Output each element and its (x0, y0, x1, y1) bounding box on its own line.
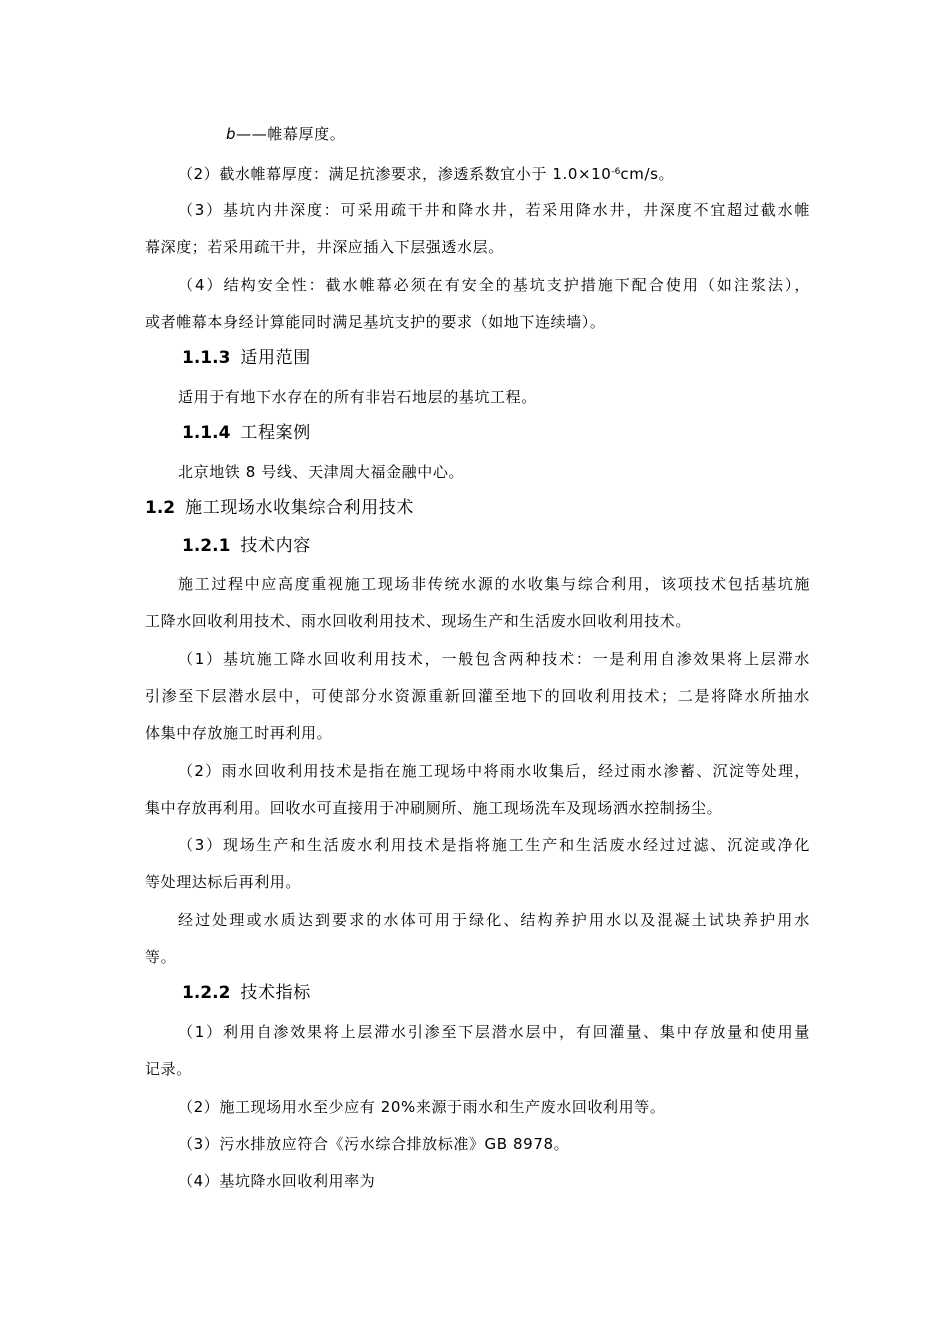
section-title: 适用范围 (240, 348, 311, 368)
paragraph-line: （1）利用自渗效果将上层滞水引渗至下层潜水层中，有回灌量、集中存放量和使用量 (178, 1023, 810, 1041)
paragraph-line: （3）污水排放应符合《污水综合排放标准》GB 8978。 (178, 1135, 570, 1153)
paragraph-line: 经过处理或水质达到要求的水体可用于绿化、结构养护用水以及混凝土试块养护用水 (178, 911, 810, 929)
variable-definition (226, 124, 891, 144)
paragraph-line: 施工过程中应高度重视施工现场非传统水源的水收集与综合利用，该项技术包括基坑施 (178, 575, 810, 593)
section-title: 技术内容 (240, 536, 311, 556)
paragraph-line: 工降水回收利用技术、雨水回收利用技术、现场生产和生活废水回收利用技术。 (145, 612, 692, 630)
section-title: 工程案例 (240, 423, 311, 443)
paragraph-line: 记录。 (145, 1060, 192, 1078)
section-number: 1.2.2 (182, 983, 231, 1003)
paragraph-line: （2）施工现场用水至少应有 20%来源于雨水和生产废水回收利用等。 (178, 1098, 666, 1116)
paragraph-line: （2）截水帷幕厚度：满足抗渗要求，渗透系数宜小于 $1.0\times 10^{-6}cm/s$。 (178, 165, 675, 183)
paragraph-line: （2）雨水回收利用技术是指在施工现场中将雨水收集后，经过雨水渗蓄、沉淀等处理， (178, 762, 810, 780)
paragraph-line: 或者帷幕本身经计算能同时满足基坑支护的要求（如地下连续墙）。 (145, 313, 606, 331)
variable-symbol: b (226, 125, 237, 143)
paragraph-line: 引渗至下层潜水层中，可使部分水资源重新回灌至地下的回收利用技术；二是将降水所抽水 (145, 687, 810, 705)
section-title: 技术指标 (240, 983, 311, 1003)
section-heading-1-1-3 (182, 347, 847, 369)
paragraph-line: 北京地铁 8 号线、天津周大福金融中心。 (178, 463, 465, 481)
paragraph-line: （3）基坑内井深度：可采用疏干井和降水井，若采用降水井，井深度不宜超过截水帷 (178, 201, 810, 219)
paragraph-line: （4）结构安全性：截水帷幕必须在有安全的基坑支护措施下配合使用（如注浆法）， (178, 276, 810, 294)
paragraph-line: （3）现场生产和生活废水利用技术是指将施工生产和生活废水经过过滤、沉淀或净化 (178, 836, 810, 854)
section-number: 1.1.4 (182, 423, 231, 443)
section-heading-1-2-2 (182, 982, 847, 1004)
paragraph-line: 幕深度；若采用疏干井，井深应插入下层强透水层。 (145, 238, 504, 256)
section-heading-1-2-1 (182, 535, 847, 557)
paragraph-line: （1）基坑施工降水回收利用技术，一般包含两种技术：一是利用自渗效果将上层滞水 (178, 650, 810, 668)
section-number: 1.2 (145, 498, 176, 518)
section-heading-1-2 (145, 497, 810, 519)
exponent: -6 (611, 167, 621, 177)
paragraph-line: 等处理达标后再利用。 (145, 873, 302, 891)
paragraph-line: 体集中存放施工时再利用。 (145, 724, 333, 742)
section-heading-1-1-4 (182, 422, 847, 444)
paragraph-line: 集中存放再利用。回收水可直接用于冲刷厕所、施工现场洗车及现场洒水控制扬尘。 (145, 799, 723, 817)
section-number: 1.1.3 (182, 348, 231, 368)
paragraph-line: 等。 (145, 948, 177, 966)
paragraph-line: （4）基坑降水回收利用率为 (178, 1172, 376, 1190)
section-number: 1.2.1 (182, 536, 231, 556)
paragraph-line: 适用于有地下水存在的所有非岩石地层的基坑工程。 (178, 388, 537, 406)
variable-description: ——帷幕厚度。 (236, 125, 346, 143)
section-title: 施工现场水收集综合利用技术 (185, 498, 414, 518)
